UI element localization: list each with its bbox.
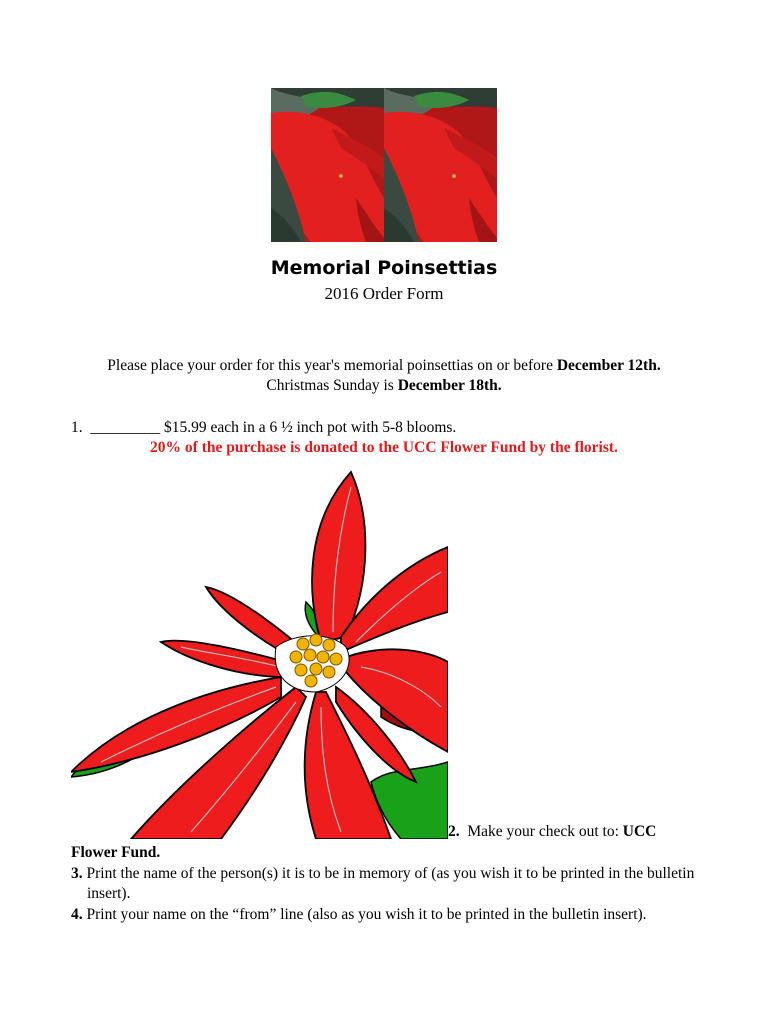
order-deadline-prefix: Please place your order for this year's memorial poinsettias on or before — [107, 357, 557, 374]
item-1-text: $15.99 each in a 6 ½ inch pot with 5-8 blooms. — [160, 419, 457, 436]
item-2-line — [448, 823, 656, 841]
item-3-number: 3. — [71, 865, 83, 882]
item-2-payee-continued: Flower Fund. — [71, 844, 161, 861]
poinsettia-photo-right — [384, 88, 497, 242]
item-3 — [71, 864, 717, 904]
poinsettia-clipart — [71, 462, 448, 839]
order-deadline-date: December 12th. — [556, 357, 661, 374]
item-1-number: 1. — [71, 419, 83, 436]
quantity-blank[interactable]: _________ — [90, 419, 161, 436]
donation-note: 20% of the purchase is donated to the UCC Flower Fund by the florist. — [150, 439, 618, 456]
poinsettia-photo-left — [271, 88, 384, 242]
item-2-number: 2. — [448, 823, 460, 840]
item-2-payee-part1: UCC — [622, 823, 657, 840]
christmas-sunday-text — [0, 377, 768, 395]
item-1-quantity-line — [71, 419, 456, 437]
christmas-sunday-date: December 18th. — [397, 377, 502, 394]
poinsettia-photo-pair — [271, 88, 497, 242]
page-title: Memorial Poinsettias — [270, 257, 498, 279]
item-4-text: Print your name on the “from” line (also as you wish it to be printed in the bulletin insert). — [82, 906, 647, 923]
item-3-text: Print the name of the person(s) it is to be in memory of (as you wish it to be printed in the bulletin insert). — [82, 865, 695, 902]
item-4 — [71, 905, 717, 925]
order-deadline-text — [0, 357, 768, 375]
item-4-number: 4. — [71, 906, 83, 923]
page-subtitle: 2016 Order Form — [324, 284, 444, 303]
item-2-text: Make your check out to: — [459, 823, 623, 840]
christmas-sunday-prefix: Christmas Sunday is — [266, 377, 398, 394]
